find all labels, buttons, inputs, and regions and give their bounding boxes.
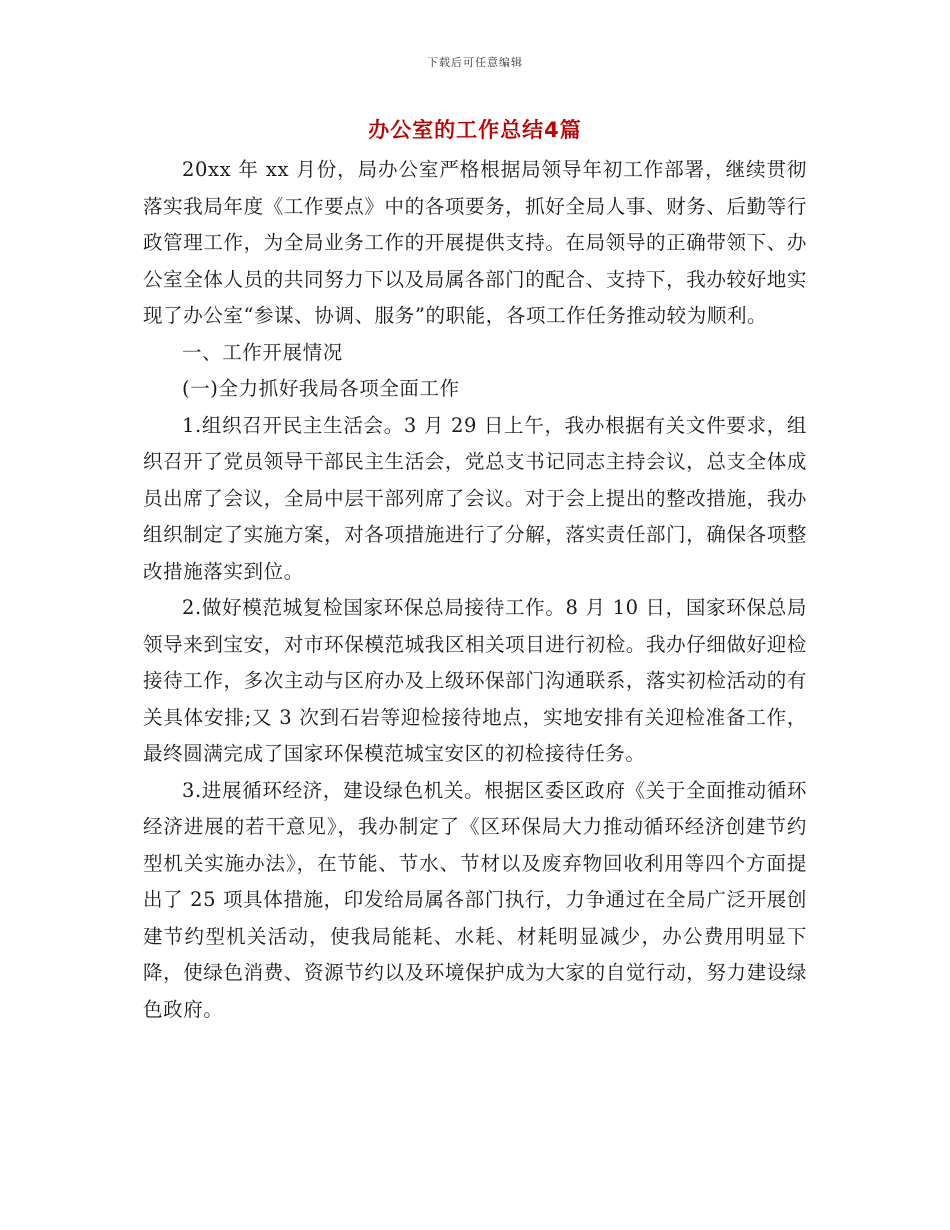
subsection-heading: (一)全力抓好我局各项全面工作 (182, 377, 460, 400)
section-heading: 一、工作开展情况 (182, 340, 343, 364)
header-note: 下载后可任意编辑 (427, 56, 523, 69)
paragraph-item-3: 3.进展循环经济，建设绿色机关。根据区委区政府《关于全面推动循环经济进展的若干意见》，我办制定了《区环保局大力推动循环经济创建节约型机关实施办法》，在节能、节水、节材以及废弃物回收利用等四个方面提出了 25 项具体措施，印发给局属各部门执行，力争通过在全局广泛开展创建节约型机关活动，使我局能耗、水耗、材耗明显减少，办公费用明显下降，使绿色消费、资源节约以及环境保护成为大家的自觉行动，努力建设绿色政府。 (143, 778, 807, 1021)
document-title: 办公室的工作总结4篇 (368, 118, 582, 142)
paragraph-item-2: 2.做好模范城复检国家环保总局接待工作。8 月 10 日，国家环保总局领导来到宝安，对市环保模范城我区相关项目进行初检。我办仔细做好迎检接待工作，多次主动与区府办及上级环保部门沟通联系，落实初检活动的有关具体安排;又 3 次到石岩等迎检接待地点，实地安排有关迎检准备工作，最终圆满完成了国家环保模范城宝安区的初检接待任务。 (143, 596, 807, 765)
paragraph-item-1: 1.组织召开民主生活会。3 月 29 日上午，我办根据有关文件要求，组织召开了党员领导干部民主生活会，党总支书记同志主持会议，总支全体成员出席了会议，全局中层干部列席了会议。对于会上提出的整改措施，我办组织制定了实施方案，对各项措施进行了分解，落实责任部门，确保各项整改措施落实到位。 (143, 413, 807, 583)
paragraph-intro: 20xx 年 xx 月份，局办公室严格根据局领导年初工作部署，继续贯彻落实我局年度《工作要点》中的各项要务，抓好全局人事、财务、后勤等行政管理工作，为全局业务工作的开展提供支持。在局领导的正确带领下、办公室全体人员的共同努力下以及局属各部门的配合、支持下，我办较好地实现了办公室“参谋、协调、服务”的职能，各项工作任务推动较为顺利。 (143, 158, 807, 327)
document-body (143, 152, 807, 1028)
